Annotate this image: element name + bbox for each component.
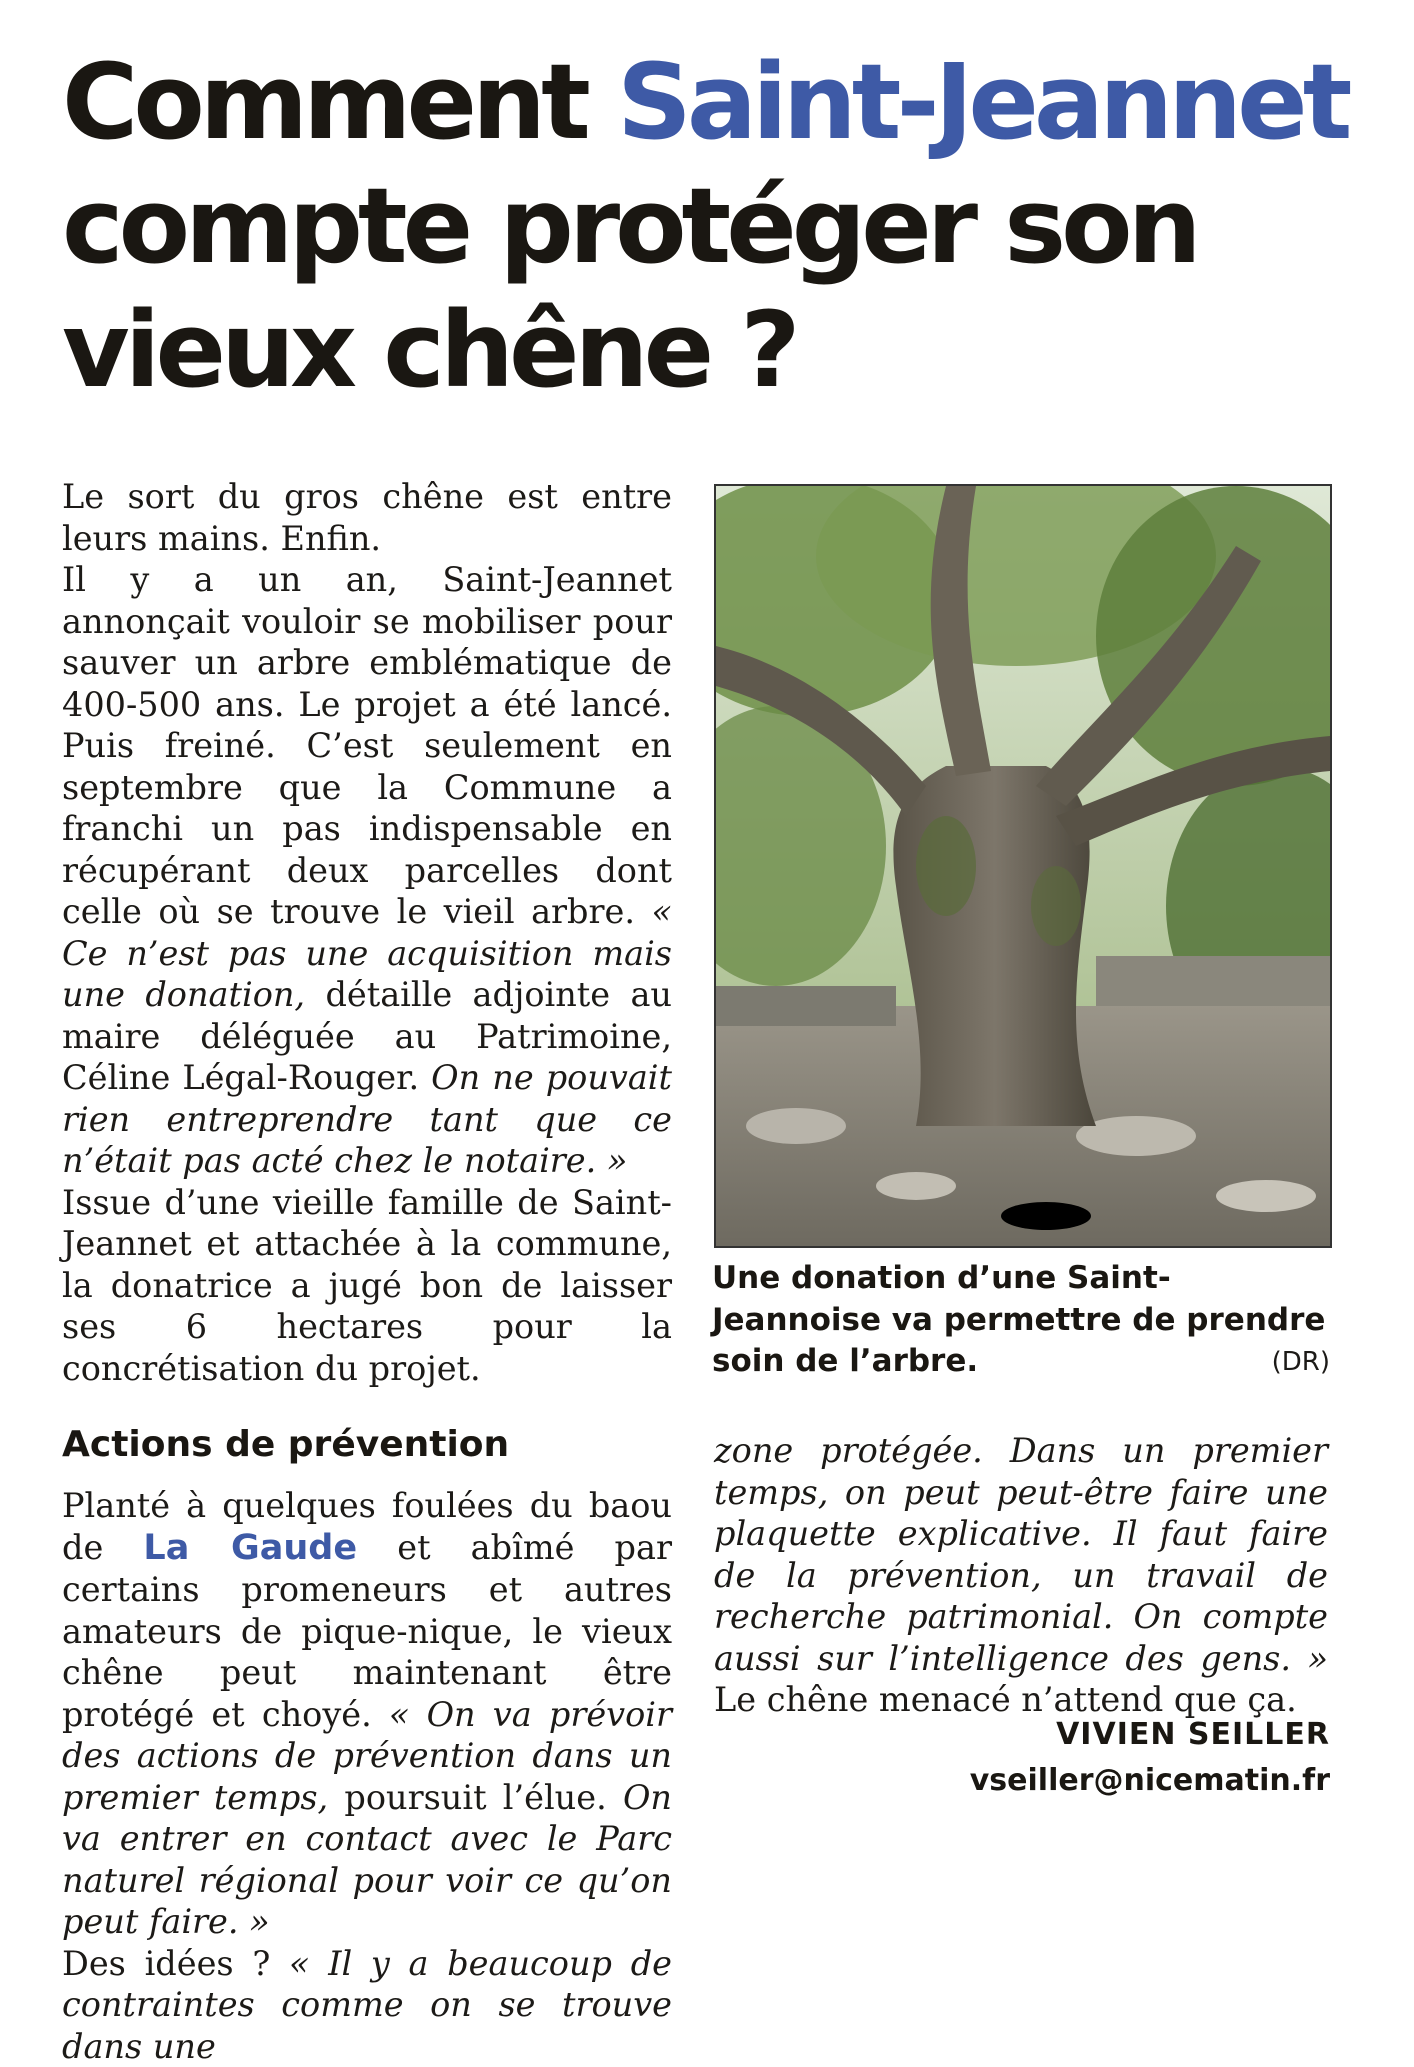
quote-4: On va entrer en contact avec le Parc naturel régional pour voir ce qu’on peut faire. » [62, 1778, 672, 1942]
headline-highlight: Saint-Jeannet [617, 41, 1347, 163]
paragraph-2-text-2: détaille adjointe au maire déléguée au Patrimoine, Céline Légal-Rouger. [62, 975, 672, 1097]
paragraph-6 [714, 1430, 1328, 1721]
quote-3: « On va prévoir des actions de prévention dans un premier temps, [62, 1695, 672, 1817]
paragraph-4-text: Planté à quelques foulées du baou de [62, 1486, 672, 1567]
oak-tree-photo [714, 484, 1332, 1248]
photo-caption: Une donation d’une Saint-Jeannoise va permettre de prendre soin de l’arbre. [712, 1258, 1330, 1383]
paragraph-2 [62, 559, 672, 1182]
quote-6: zone protégée. Dans un premier temps, on peut peut-être faire une plaquette explicative. Il faut faire de la prévention, un travail de recherche patrimonial. On compte aussi sur l’intelligence des gens. » [714, 1431, 1328, 1678]
paragraph-6-text: Le chêne menacé n’attend que ça. [714, 1680, 1297, 1719]
headline-part1: Comment [62, 41, 617, 163]
paragraph-3: Issue d’une vieille famille de Saint-Jeannet et attachée à la commune, la donatrice a jugé bon de laisser ses 6 hectares pour la concrétisation du projet. [62, 1182, 672, 1390]
byline [970, 1712, 1330, 1804]
oak-tree-illustration [716, 486, 1330, 1246]
paragraph-2-text: Il y a un an, Saint-Jeannet annonçait vouloir se mobiliser pour sauver un arbre emblématique de 400-500 ans. Le projet a été lancé. Puis freiné. C’est seulement en septembre que la Commune a franchi un pas indispensable en récupérant deux parcelles dont celle où se trouve le vieil arbre. [62, 560, 672, 931]
paragraph-5-text: Des idées ? [62, 1944, 289, 1983]
paragraph-4-text-3: poursuit l’élue. [328, 1778, 623, 1817]
headline-part2: compte protéger son vieux chêne ? [62, 165, 1197, 411]
article-column-left [62, 476, 672, 2067]
paragraph-4 [62, 1485, 672, 1943]
quote-5: « Il y a beaucoup de contraintes comme on se trouve dans une [62, 1944, 672, 2066]
section-subhead: Actions de prévention [62, 1423, 672, 1467]
photo-credit: (DR) [1272, 1342, 1330, 1384]
article-column-right [714, 1430, 1328, 1721]
town-name: La Gaude [143, 1528, 357, 1568]
paragraph-5 [62, 1943, 672, 2067]
author-name: VIVIEN SEILLER [970, 1712, 1330, 1758]
paragraph-1: Le sort du gros chêne est entre leurs mains. Enfin. [62, 476, 672, 559]
headline [62, 40, 1362, 412]
paragraph-4-text-2: et abîmé par certains promeneurs et autres amateurs de pique-nique, le vieux chêne peut maintenant être protégé et choyé. [62, 1528, 672, 1734]
quote-2: On ne pouvait rien entreprendre tant que ce n’était pas acté chez le notaire. » [62, 1058, 672, 1180]
quote-1: « Ce n’est pas une acquisition mais une donation, [62, 892, 672, 1014]
author-email[interactable]: vseiller@nicematin.fr [970, 1758, 1330, 1804]
